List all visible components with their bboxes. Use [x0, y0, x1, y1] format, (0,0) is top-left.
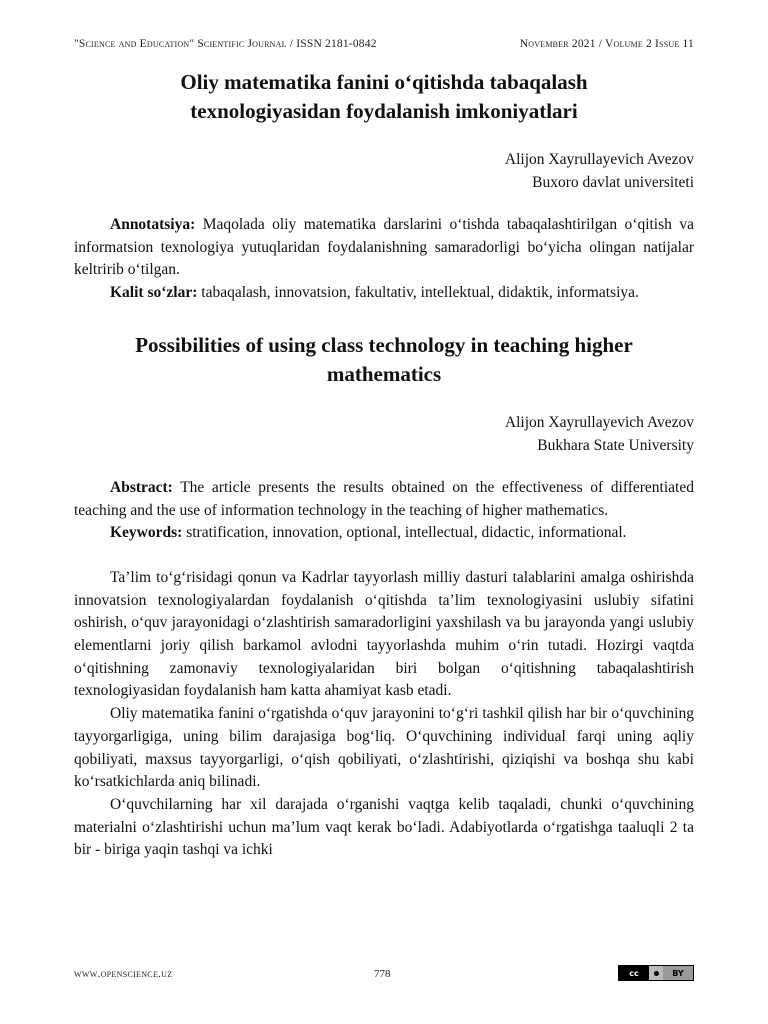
en-abstract-label: Abstract: [110, 478, 173, 496]
running-header [74, 38, 694, 54]
article-content [74, 62, 694, 862]
uz-keywords [74, 282, 694, 305]
uz-author-block [74, 148, 694, 194]
en-abstract [74, 477, 694, 522]
en-keywords-text: stratification, innovation, optional, intellectual, didactic, informational. [182, 524, 627, 542]
issue-info: November 2021 / Volume 2 Issue 11 [519, 38, 694, 50]
uz-title-line2: texnologiyasidan foydalanish imkoniyatlari [190, 99, 578, 123]
en-abstract-text: The article presents the results obtained on the effectiveness of differentiated teaching and the use of information technology in the teaching of higher mathematics. [74, 478, 694, 519]
uz-abstract-text: Maqolada oliy matematika darslarini o‘tishda tabaqalashtirilgan o‘qitish va informatsion texnologiya yutuqlaridan foydalanishning samaradorligi bo‘yicha olingan natijalar keltririb o‘tilgan. [74, 216, 694, 279]
footer-site-link[interactable]: www.openscience.uz [74, 968, 173, 980]
uz-keywords-text: tabaqalash, innovatsion, fakultativ, intellektual, didaktik, informatsiya. [197, 284, 639, 302]
uz-affiliation: Buxoro davlat universiteti [532, 174, 694, 191]
en-title-line1: Possibilities of using class technology in teaching higher [135, 332, 633, 357]
uz-author-name: Alijon Xayrullayevich Avezov [504, 151, 694, 168]
en-keywords [74, 522, 694, 545]
en-abstract-section [74, 477, 694, 545]
license-by-label: BY [663, 966, 693, 980]
body-paragraph-3: O‘quvchilarning har xil darajada o‘rganishi vaqtga kelib taqaladi, chunki o‘quvchining materialni o‘zlashtirishi uchun ma’lum vaqt kerak bo‘ladi. Adabiyotlarda o‘rgatishga taaluqli 2 ta bir - biriga yaqin tashqi va ichki [74, 795, 694, 859]
cc-logo-icon: cc [619, 966, 649, 980]
cc-by-license-badge[interactable] [618, 965, 694, 981]
uz-abstract-section [74, 214, 694, 305]
uz-title [74, 68, 694, 126]
page-footer [74, 965, 694, 985]
en-title [74, 331, 694, 389]
uz-keywords-label: Kalit so‘zlar: [110, 284, 198, 302]
en-author-block [74, 411, 694, 457]
journal-name: "Science and Education" Scientific Journal / ISSN 2181-0842 [74, 38, 377, 50]
uz-abstract [74, 214, 694, 282]
en-title-line2: mathematics [326, 361, 442, 386]
en-author-name: Alijon Xayrullayevich Avezov [504, 413, 694, 431]
en-affiliation: Bukhara State University [537, 436, 694, 454]
uz-title-line1: Oliy matematika fanini o‘qitishda tabaqalash [180, 70, 588, 94]
attribution-person-icon [649, 966, 663, 980]
uz-abstract-label: Annotatsiya: [110, 216, 196, 233]
body-paragraph-1: Ta’lim to‘g‘risidagi qonun va Kadrlar tayyorlash milliy dasturi talablarini amalga oshirishda innovatsion texnologiyalardan foydalanish o‘qitishda ta’lim texnologiyasini uslubiy sifatini oshirish, o‘quv jarayonidagi o‘zlashtirish samaradorligini yaxshilash va bu jarayonda yangi uslubiy elementlarni joriy qilish barkamol avlodni tayyorlashda muhim o‘rin tutadi. Hozirgi vaqtda o‘qitishning zamonaviy texnologiyalaridan biri bolgan o‘qitishning tabaqalashtirish texnologiyasidan foydalanish ham katta ahamiyat kasb etadi. [74, 568, 694, 700]
en-keywords-label: Keywords: [110, 524, 183, 542]
page-number: 778 [374, 968, 391, 980]
body-paragraph-2: Oliy matematika fanini o‘rgatishda o‘quv jarayonini to‘g‘ri tashkil qilish har bir o‘quvchining tayyorgarligiga, uning bilim darajasiga bog‘liq. O‘quvchining individual farqi uning aqliy qobiliyati, maxsus tayyorgarligi, o‘qish qobiliyati, o‘zlashtirishi, qiziqishi va boshqa shu kabi ko‘rsatkichlarda aniq bilinadi. [74, 705, 694, 791]
article-body [74, 567, 694, 862]
